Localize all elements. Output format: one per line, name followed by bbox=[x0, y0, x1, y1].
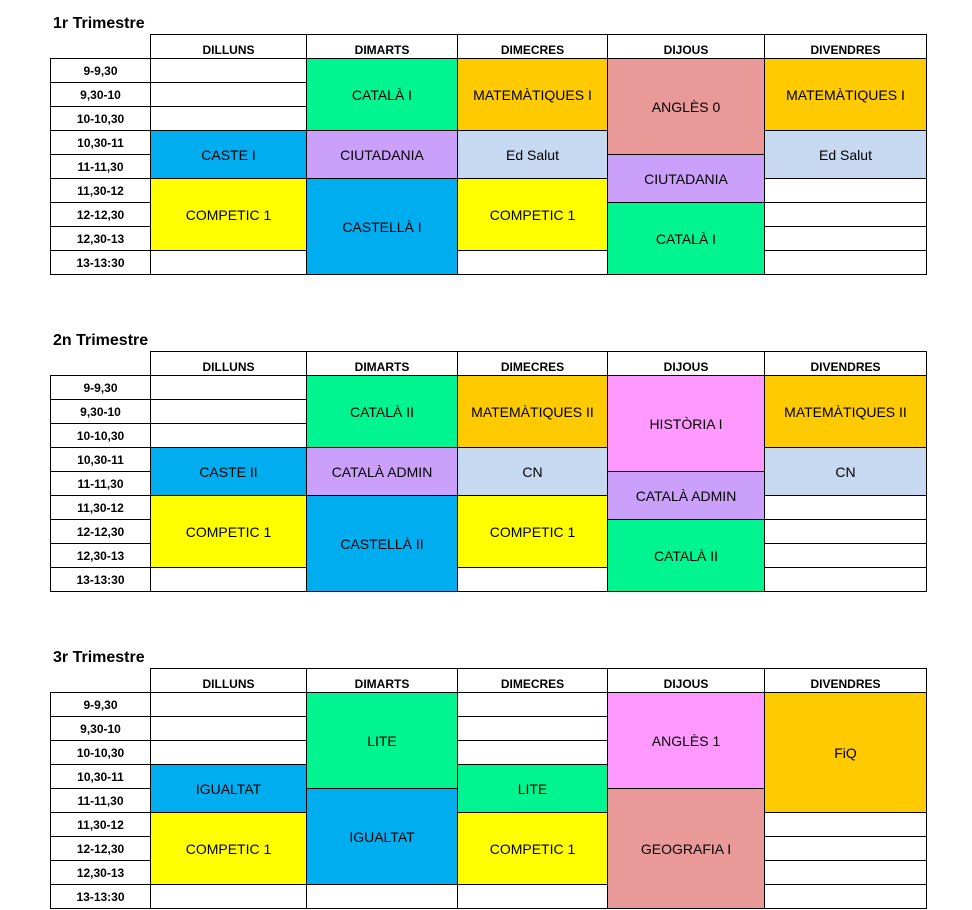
day-header: DIVENDRES bbox=[765, 352, 927, 376]
subject-cell: COMPETIC 1 bbox=[151, 179, 307, 251]
day-header: DIMARTS bbox=[307, 352, 458, 376]
time-slot: 10,30-11 bbox=[51, 448, 151, 472]
subject-cell: Ed Salut bbox=[458, 131, 608, 179]
empty-cell bbox=[151, 376, 307, 400]
time-slot: 9-9,30 bbox=[51, 693, 151, 717]
subject-cell: GEOGRAFIA I bbox=[608, 789, 765, 909]
time-slot: 11-11,30 bbox=[51, 789, 151, 813]
empty-cell bbox=[151, 568, 307, 592]
empty-cell bbox=[458, 741, 608, 765]
day-header: DIVENDRES bbox=[765, 669, 927, 693]
day-header: DIJOUS bbox=[608, 669, 765, 693]
day-header: DIMECRES bbox=[458, 35, 608, 59]
day-header: DILLUNS bbox=[151, 352, 307, 376]
term-title: 1r Trimestre bbox=[53, 15, 145, 32]
time-slot: 12,30-13 bbox=[51, 544, 151, 568]
empty-cell bbox=[765, 885, 927, 909]
subject-cell: COMPETIC 1 bbox=[151, 496, 307, 568]
empty-cell bbox=[307, 885, 458, 909]
empty-cell bbox=[458, 568, 608, 592]
subject-cell: LITE bbox=[458, 765, 608, 813]
empty-cell bbox=[765, 813, 927, 837]
day-header: DIJOUS bbox=[608, 352, 765, 376]
time-slot: 13-13:30 bbox=[51, 885, 151, 909]
empty-cell bbox=[765, 227, 927, 251]
subject-cell: CATALÀ I bbox=[608, 203, 765, 275]
empty-cell bbox=[151, 717, 307, 741]
day-header: DIMECRES bbox=[458, 352, 608, 376]
time-slot: 11,30-12 bbox=[51, 179, 151, 203]
time-slot: 12,30-13 bbox=[51, 227, 151, 251]
schedule-table bbox=[50, 668, 927, 909]
empty-cell bbox=[765, 496, 927, 520]
empty-cell bbox=[765, 203, 927, 227]
subject-cell: COMPETIC 1 bbox=[458, 813, 608, 885]
subject-cell: COMPETIC 1 bbox=[458, 179, 608, 251]
time-slot: 9,30-10 bbox=[51, 83, 151, 107]
subject-cell: CATALÀ II bbox=[608, 520, 765, 592]
empty-cell bbox=[151, 59, 307, 83]
subject-cell: COMPETIC 1 bbox=[458, 496, 608, 568]
term-title: 2n Trimestre bbox=[53, 332, 149, 349]
subject-cell: CASTELLÀ I bbox=[307, 179, 458, 275]
empty-cell bbox=[765, 251, 927, 275]
empty-cell bbox=[765, 520, 927, 544]
empty-cell bbox=[151, 107, 307, 131]
subject-cell: IGUALTAT bbox=[151, 765, 307, 813]
time-slot: 10,30-11 bbox=[51, 765, 151, 789]
subject-cell: CIUTADANIA bbox=[608, 155, 765, 203]
time-slot: 11,30-12 bbox=[51, 496, 151, 520]
subject-cell: FiQ bbox=[765, 693, 927, 813]
empty-cell bbox=[765, 568, 927, 592]
corner-cell bbox=[51, 352, 151, 376]
day-header: DIMARTS bbox=[307, 35, 458, 59]
corner-cell bbox=[51, 35, 151, 59]
subject-cell: MATEMÀTIQUES I bbox=[458, 59, 608, 131]
subject-cell: MATEMÀTIQUES II bbox=[458, 376, 608, 448]
empty-cell bbox=[151, 693, 307, 717]
subject-cell: IGUALTAT bbox=[307, 789, 458, 885]
subject-cell: CN bbox=[458, 448, 608, 496]
empty-cell bbox=[765, 861, 927, 885]
empty-cell bbox=[151, 251, 307, 275]
time-slot: 9-9,30 bbox=[51, 59, 151, 83]
time-slot: 11-11,30 bbox=[51, 155, 151, 179]
empty-cell bbox=[765, 837, 927, 861]
subject-cell: CATALÀ I bbox=[307, 59, 458, 131]
subject-cell: CIUTADANIA bbox=[307, 131, 458, 179]
subject-cell: CASTELLÀ II bbox=[307, 496, 458, 592]
empty-cell bbox=[458, 717, 608, 741]
time-slot: 10-10,30 bbox=[51, 107, 151, 131]
empty-cell bbox=[151, 400, 307, 424]
time-slot: 10-10,30 bbox=[51, 741, 151, 765]
empty-cell bbox=[765, 544, 927, 568]
empty-cell bbox=[151, 424, 307, 448]
empty-cell bbox=[151, 741, 307, 765]
schedule-table bbox=[50, 34, 927, 275]
day-header: DILLUNS bbox=[151, 35, 307, 59]
empty-cell bbox=[458, 885, 608, 909]
time-slot: 9,30-10 bbox=[51, 400, 151, 424]
empty-cell bbox=[458, 693, 608, 717]
day-header: DIJOUS bbox=[608, 35, 765, 59]
subject-cell: COMPETIC 1 bbox=[151, 813, 307, 885]
subject-cell: HISTÒRIA I bbox=[608, 376, 765, 472]
empty-cell bbox=[458, 251, 608, 275]
time-slot: 12-12,30 bbox=[51, 837, 151, 861]
time-slot: 13-13:30 bbox=[51, 251, 151, 275]
subject-cell: MATEMÀTIQUES I bbox=[765, 59, 927, 131]
time-slot: 11-11,30 bbox=[51, 472, 151, 496]
time-slot: 9,30-10 bbox=[51, 717, 151, 741]
day-header: DIVENDRES bbox=[765, 35, 927, 59]
time-slot: 9-9,30 bbox=[51, 376, 151, 400]
subject-cell: LITE bbox=[307, 693, 458, 789]
corner-cell bbox=[51, 669, 151, 693]
empty-cell bbox=[765, 179, 927, 203]
time-slot: 10,30-11 bbox=[51, 131, 151, 155]
empty-cell bbox=[151, 83, 307, 107]
subject-cell: ANGLÈS 0 bbox=[608, 59, 765, 155]
empty-cell bbox=[151, 885, 307, 909]
schedule-table bbox=[50, 351, 927, 592]
day-header: DIMARTS bbox=[307, 669, 458, 693]
subject-cell: CATALÀ ADMIN bbox=[307, 448, 458, 496]
time-slot: 11,30-12 bbox=[51, 813, 151, 837]
time-slot: 12,30-13 bbox=[51, 861, 151, 885]
subject-cell: MATEMÀTIQUES II bbox=[765, 376, 927, 448]
time-slot: 10-10,30 bbox=[51, 424, 151, 448]
subject-cell: CASTE I bbox=[151, 131, 307, 179]
day-header: DIMECRES bbox=[458, 669, 608, 693]
time-slot: 12-12,30 bbox=[51, 520, 151, 544]
subject-cell: CATALÀ II bbox=[307, 376, 458, 448]
time-slot: 13-13:30 bbox=[51, 568, 151, 592]
day-header: DILLUNS bbox=[151, 669, 307, 693]
subject-cell: CASTE II bbox=[151, 448, 307, 496]
term-title: 3r Trimestre bbox=[53, 649, 145, 666]
subject-cell: CN bbox=[765, 448, 927, 496]
subject-cell: Ed Salut bbox=[765, 131, 927, 179]
subject-cell: CATALÀ ADMIN bbox=[608, 472, 765, 520]
subject-cell: ANGLÈS 1 bbox=[608, 693, 765, 789]
time-slot: 12-12,30 bbox=[51, 203, 151, 227]
